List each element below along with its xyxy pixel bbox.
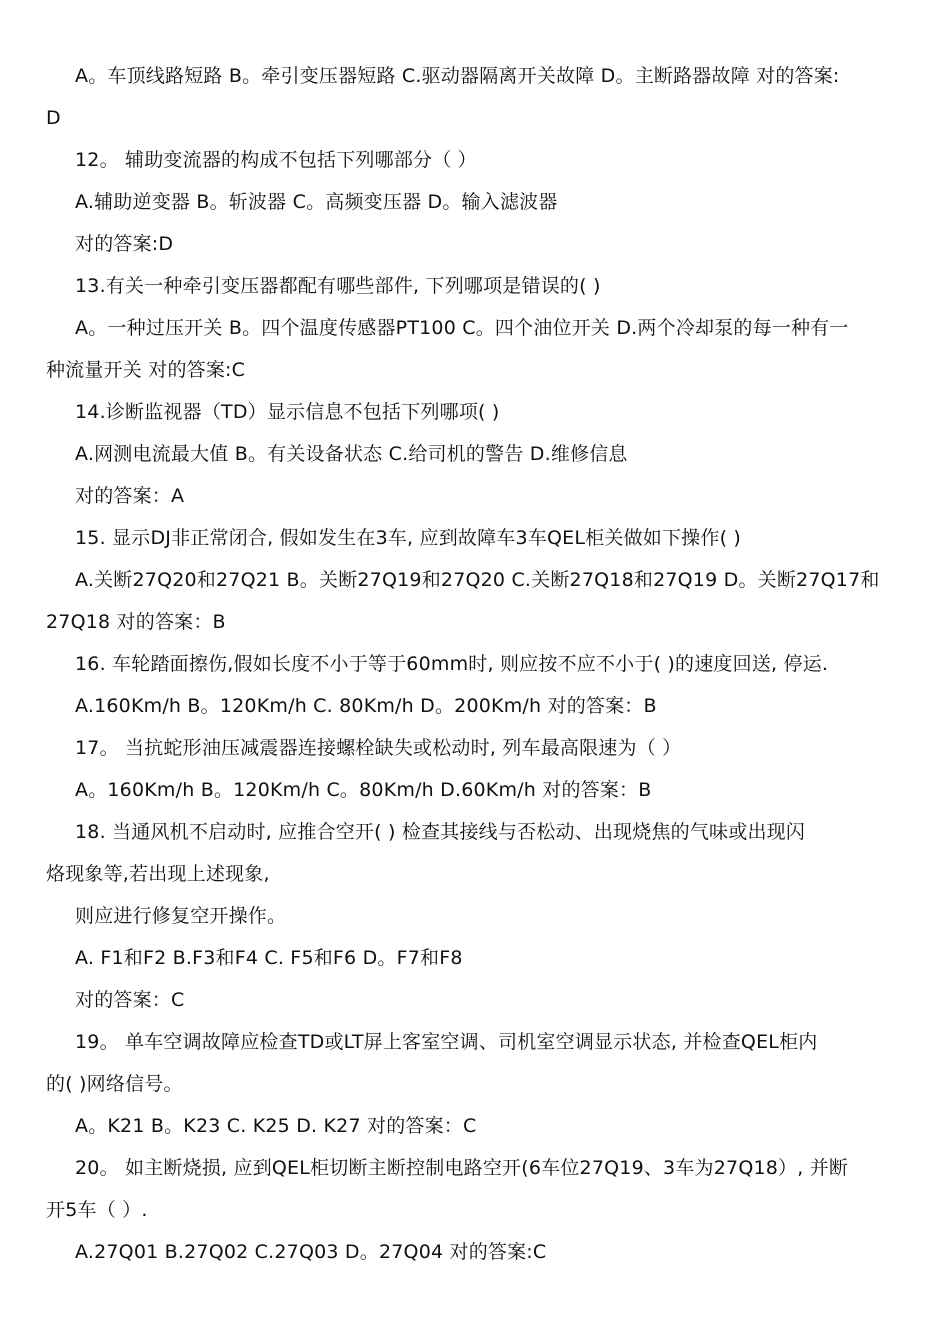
text-line-q18-question-wrap: 烙现象等,若出现上述现象,	[46, 863, 270, 885]
text-line-q14-answer: 对的答案：A	[75, 485, 185, 507]
text-line-q13-question: 13.有关一种牵引变压器都配有哪些部件, 下列哪项是错误的( )	[75, 275, 601, 297]
text-line-q12-question: 12。 辅助变流器的构成不包括下列哪部分（ ）	[75, 149, 477, 171]
text-line-q20-question-wrap: 开5车（ ）.	[46, 1199, 148, 1221]
text-line-q16-options: A.160Km/h B。120Km/h C. 80Km/h D。200Km/h 对的答案：B	[75, 695, 657, 717]
text-line-q20-question: 20。 如主断烧损, 应到QEL柜切断主断控制电路空开(6车位27Q19、3车为27Q18）, 并断	[75, 1157, 849, 1179]
text-line-q20-options: A.27Q01 B.27Q02 C.27Q03 D。27Q04 对的答案:C	[75, 1241, 547, 1263]
text-line-q11-answer-wrap: D	[46, 107, 61, 129]
text-line-q15-options: A.关断27Q20和27Q21 B。关断27Q19和27Q20 C.关断27Q18和27Q19 D。关断27Q17和	[75, 569, 880, 591]
text-line-q18-answer: 对的答案：C	[75, 989, 185, 1011]
text-line-q15-question: 15. 显示DJ非正常闭合, 假如发生在3车, 应到故障车3车QEL柜关做如下操作( )	[75, 527, 742, 549]
text-line-q17-options: A。160Km/h B。120Km/h C。80Km/h D.60Km/h 对的答案：B	[75, 779, 652, 801]
text-line-q15-options-wrap: 27Q18 对的答案：B	[46, 611, 226, 633]
text-line-q11-options: A。车顶线路短路 B。牵引变压器短路 C.驱动器隔离开关故障 D。主断路器故障 对的答案:	[75, 65, 840, 87]
text-line-q16-question: 16. 车轮踏面擦伤,假如长度不小于等于60mm时, 则应按不应不小于( )的速度回送, 停运.	[75, 653, 829, 675]
text-line-q18-options: A. F1和F2 B.F3和F4 C. F5和F6 D。F7和F8	[75, 947, 463, 969]
text-line-q19-question: 19。 单车空调故障应检查TD或LT屏上客室空调、司机室空调显示状态, 并检查QEL柜内	[75, 1031, 818, 1053]
text-line-q17-question: 17。 当抗蛇形油压减震器连接螺栓缺失或松动时, 列车最高限速为（ ）	[75, 737, 682, 759]
text-line-q13-options-wrap: 种流量开关 对的答案:C	[46, 359, 246, 381]
text-line-q18-question: 18. 当通风机不启动时, 应推合空开( ) 检查其接线与否松动、出现烧焦的气味或出现闪	[75, 821, 806, 843]
text-line-q14-question: 14.诊断监视器（TD）显示信息不包括下列哪项( )	[75, 401, 500, 423]
text-line-q19-options: A。K21 B。K23 C. K25 D. K27 对的答案：C	[75, 1115, 477, 1137]
text-line-q13-options: A。一种过压开关 B。四个温度传感器PT100 C。四个油位开关 D.两个冷却泵的每一种有一	[75, 317, 849, 339]
text-line-q18-question-cont: 则应进行修复空开操作。	[75, 905, 287, 927]
text-line-q14-options: A.网测电流最大值 B。有关设备状态 C.给司机的警告 D.维修信息	[75, 443, 628, 465]
text-line-q19-question-wrap: 的( )网络信号。	[46, 1073, 183, 1095]
text-line-q12-options: A.辅助逆变器 B。斩波器 C。高频变压器 D。输入滤波器	[75, 191, 558, 213]
text-line-q12-answer: 对的答案:D	[75, 233, 174, 255]
